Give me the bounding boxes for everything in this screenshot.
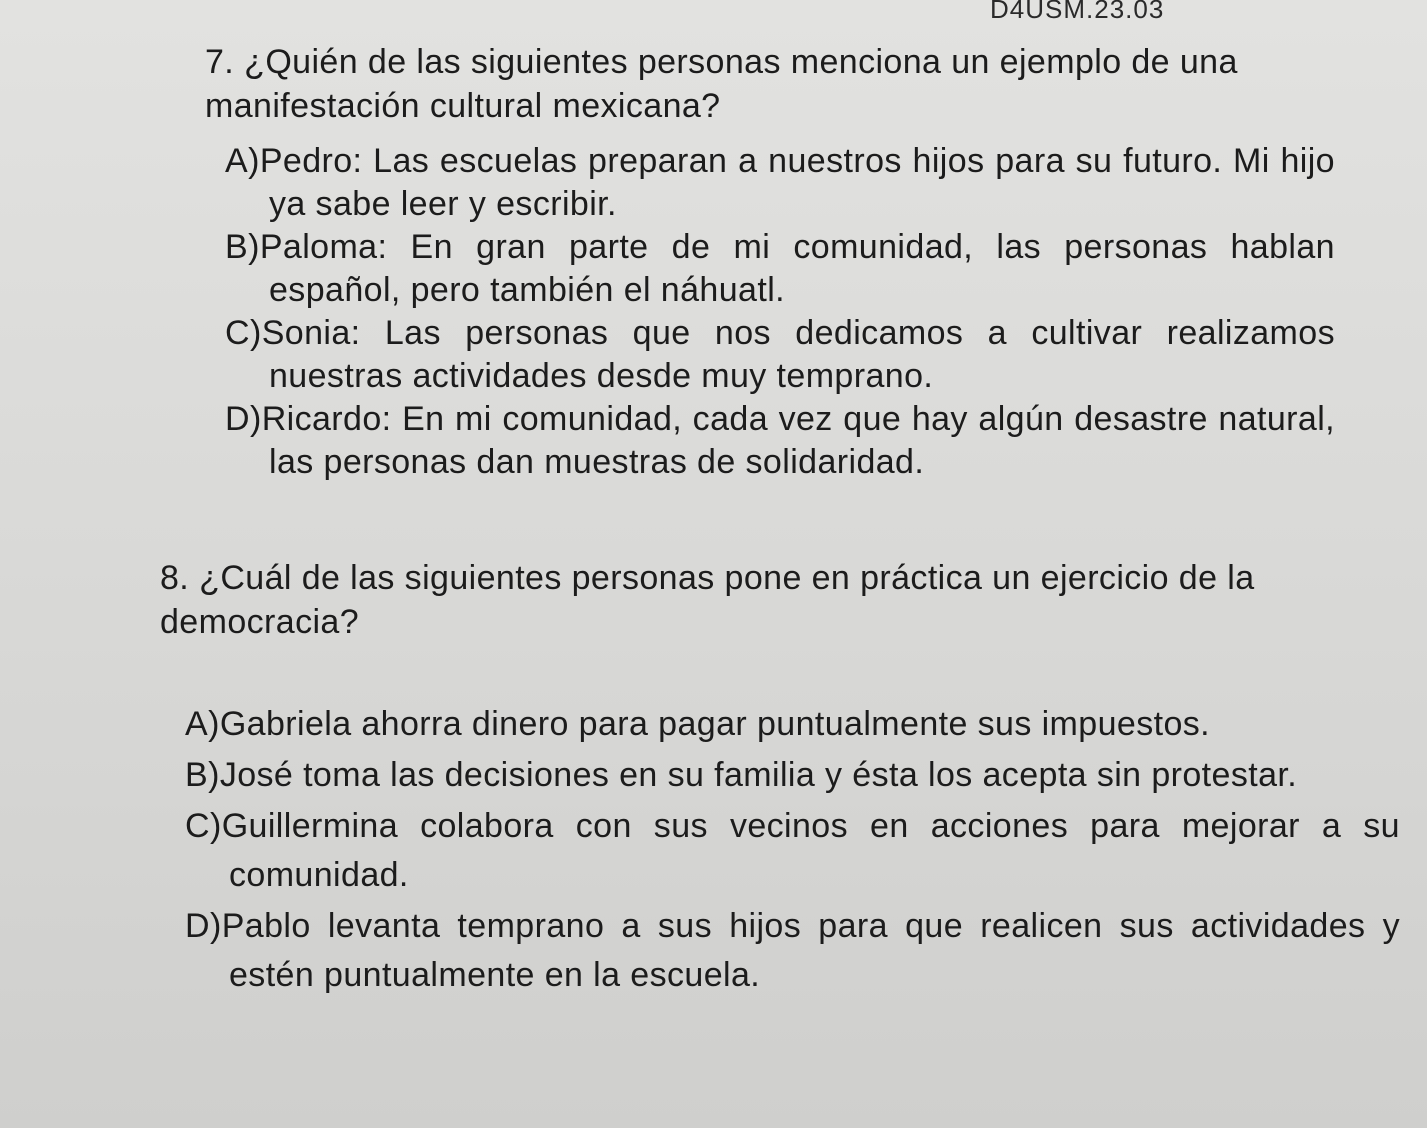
option-letter: A) xyxy=(225,142,260,180)
option-a[interactable] xyxy=(185,700,1400,749)
option-letter: D) xyxy=(185,907,222,945)
option-letter: C) xyxy=(185,807,222,845)
option-text: Pedro: Las escuelas preparan a nuestros hijos para su futuro. Mi hijo ya sabe leer y escribir. xyxy=(259,142,1335,223)
option-letter: B) xyxy=(185,756,220,794)
option-b[interactable] xyxy=(185,751,1400,800)
option-letter: D) xyxy=(225,400,262,438)
document-code: D4USM.23.03 xyxy=(990,0,1165,24)
question-text: ¿Cuál de las siguientes personas pone en práctica un ejercicio de la democracia? xyxy=(160,559,1255,641)
option-text: José toma las decisiones en su familia y ésta los acepta sin protestar. xyxy=(219,756,1298,794)
option-b[interactable] xyxy=(225,226,1335,312)
question-8 xyxy=(160,556,1390,644)
option-text: Pablo levanta temprano a sus hijos para que realicen sus actividades y estén puntualmente en la escuela. xyxy=(221,907,1400,994)
question-number: 8. xyxy=(160,559,190,597)
option-text: Sonia: Las personas que nos dedicamos a cultivar realizamos nuestras actividades desde muy temprano. xyxy=(261,314,1335,395)
option-text: Paloma: En gran parte de mi comunidad, las personas hablan español, pero también el náhuatl. xyxy=(259,228,1335,309)
option-c[interactable] xyxy=(225,312,1335,398)
option-text: Guillermina colabora con sus vecinos en acciones para mejorar a su comunidad. xyxy=(221,807,1400,894)
option-text: Ricardo: En mi comunidad, cada vez que hay algún desastre natural, las personas dan muestras de solidaridad. xyxy=(261,400,1335,481)
option-a[interactable] xyxy=(225,140,1335,226)
option-letter: C) xyxy=(225,314,262,352)
option-text: Gabriela ahorra dinero para pagar puntualmente sus impuestos. xyxy=(219,705,1211,743)
option-d[interactable] xyxy=(185,902,1400,1000)
question-7-options xyxy=(225,140,1335,484)
option-letter: B) xyxy=(225,228,260,266)
question-8-options xyxy=(185,700,1400,1002)
option-d[interactable] xyxy=(225,398,1335,484)
question-7 xyxy=(205,40,1325,128)
option-c[interactable] xyxy=(185,802,1400,900)
option-letter: A) xyxy=(185,705,220,743)
question-text: ¿Quién de las siguientes personas menciona un ejemplo de una manifestación cultural mexicana? xyxy=(205,43,1238,125)
question-number: 7. xyxy=(205,43,235,81)
